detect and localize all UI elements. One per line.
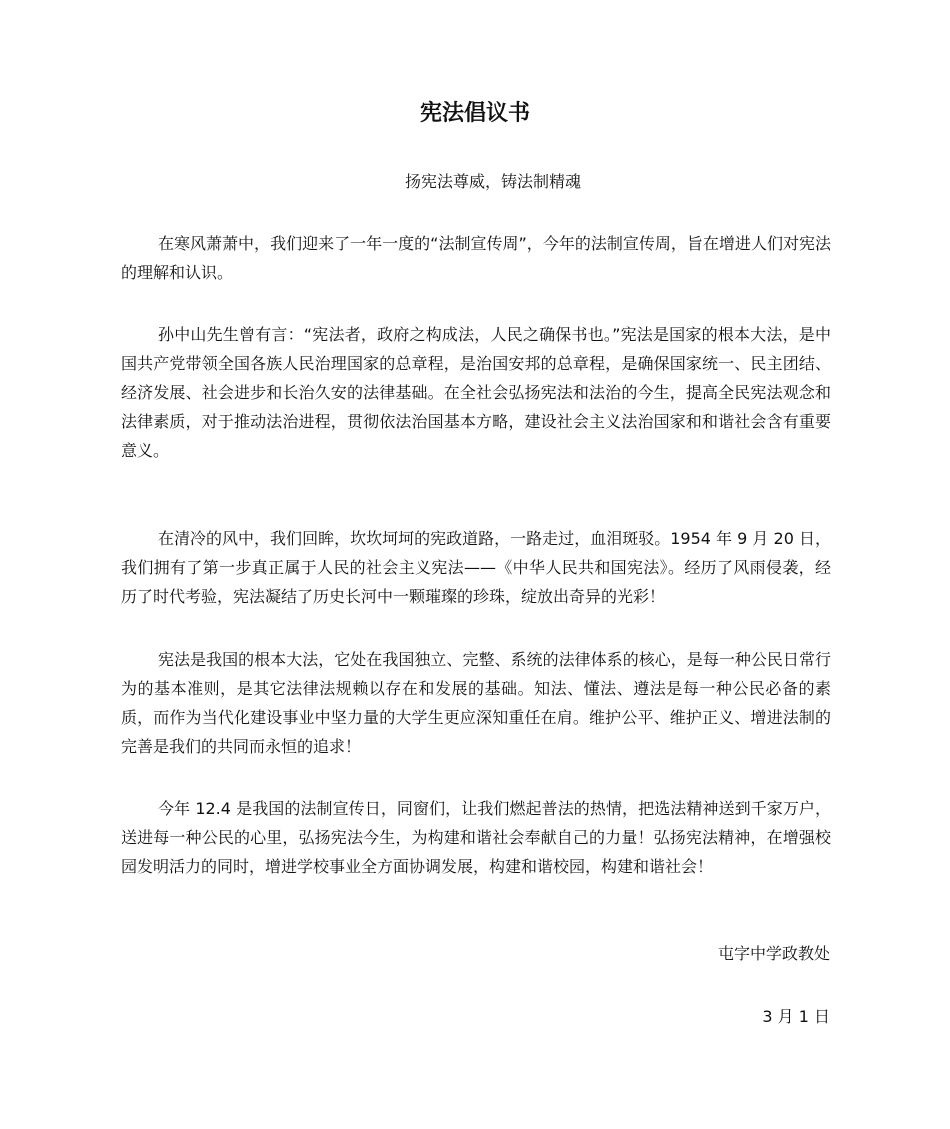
document-subtitle: 扬宪法尊威，铸法制精魂: [404, 172, 581, 191]
paragraph-4: 宪法是我国的根本大法，它处在我国独立、完整、系统的法律体系的核心，是每一种公民日常行为的基本准则，是其它法律法规赖以存在和发展的基础。知法、懂法、遵法是每一种公民必备的素质，而作为当代化建设事业中坚力量的大学生更应深知重任在肩。维护公平、维护正义、增进法制的完善是我们的共同而永恒的追求！: [121, 650, 831, 756]
signature-date: 3 月 1 日: [762, 1007, 830, 1026]
paragraph-5: 今年 12.4 是我国的法制宣传日，同窗们，让我们燃起普法的热情，把选法精神送到千家万户，送进每一种公民的心里，弘扬宪法今生，为构建和谐社会奉献自己的力量！弘扬宪法精神，在增强校园发明活力的同时，增进学校事业全方面协调发展，构建和谐校园，构建和谐社会！: [121, 799, 831, 876]
paragraph-2: 孙中山先生曾有言：“宪法者，政府之构成法，人民之确保书也。”宪法是国家的根本大法，是中国共产党带领全国各族人民治理国家的总章程，是治国安邦的总章程，是确保国家统一、民主团结、经济发展、社会进步和长治久安的法律基础。在全社会弘扬宪法和法治的今生，提高全民宪法观念和法律素质，对于推动法治进程，贯彻依法治国基本方略，建设社会主义法治国家和和谐社会含有重要意义。: [121, 325, 831, 460]
paragraph-3: 在清冷的风中，我们回眸，坎坎坷坷的宪政道路，一路走过，血泪斑驳。1954 年 9 月 20 日，我们拥有了第一步真正属于人民的社会主义宪法——《中华人民共和国宪法》。经历了风雨侵袭，经历了时代考验，宪法凝结了历史长河中一颗璀璨的珍珠，绽放出奇异的光彩！: [121, 529, 831, 606]
signature-organization: 屯字中学政教处: [717, 944, 830, 963]
paragraph-1: 在寒风萧萧中，我们迎来了一年一度的“法制宣传周”，今年的法制宣传周，旨在增进人们对宪法的理解和认识。: [121, 234, 831, 282]
document-title: 宪法倡议书: [419, 101, 530, 126]
